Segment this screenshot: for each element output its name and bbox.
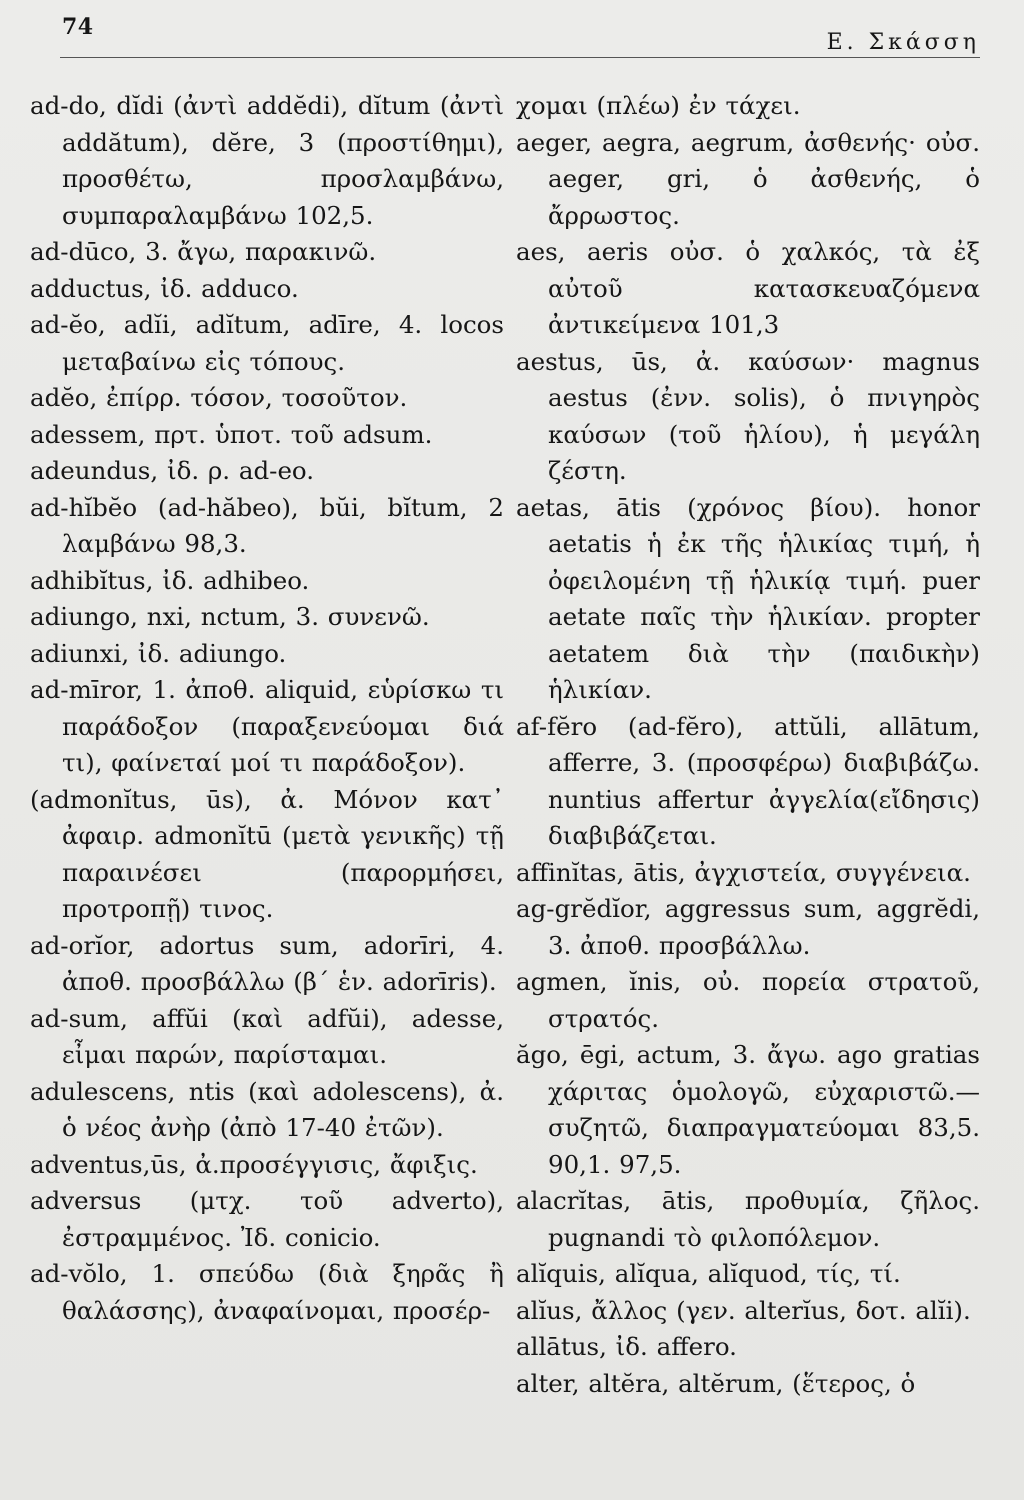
entry-adeundus: adeundus, ἰδ. ρ. ad-eo. xyxy=(30,456,315,485)
entry-admonitus: (admonĭtus, ūs), ἀ. Μόνον κατ᾽ ἀφαιρ. admonĭtū (μετὰ γενικῆς) τῇ παραινέσει (παρορμήσει, προτροπῇ) τινος. xyxy=(30,784,504,923)
entry-ad-eo: ad-ĕo, adĭi, adĭtum, adīre, 4. locos μεταβαίνω εἰς τόπους. xyxy=(30,310,504,376)
entry-aliquis: alĭquis, alĭqua, alĭquod, τίς, τί. xyxy=(516,1259,901,1288)
left-column xyxy=(30,88,504,1329)
running-head: Ε. Σκάσση xyxy=(826,30,980,55)
entry-ad-do: ad-do, dĭdi (ἀντὶ addĕdi), dĭtum (ἀντὶ addătum), dĕre, 3 (προστίθημι), προσθέτω, προσλαμβάνω, συμπαραλαμβάνω 102,5. xyxy=(30,91,504,230)
entry-alter: alter, altĕra, altĕrum, (ἕτερος, ὁ xyxy=(516,1368,916,1398)
entry-ad-volo: ad-vŏlo, 1. σπεύδω (διὰ ξηρᾶς ἢ θαλάσσης), ἀναφαίνομαι, προσέρ- xyxy=(30,1259,504,1325)
entry-affinitas: affinĭtas, ātis, ἀγχιστεία, συγγένεια. xyxy=(516,857,971,887)
entry-ad-duco: ad-dūco, 3. ἄγω, παρακινῶ. xyxy=(30,237,377,266)
entry-aestus: aestus, ūs, ἀ. καύσων· magnus aestus (ἐνν. solis), ὁ πνιγηρὸς καύσων (τοῦ ἡλίου), ἡ μεγάλη ζέστη. xyxy=(516,346,980,485)
entry-aeger: aeger, aegra, aegrum, ἀσθενής· οὐσ. aeger, gri, ὁ ἀσθενής, ὁ ἄρρωστος. xyxy=(516,127,980,230)
entry-ag-gredior: ag-grĕdĭor, aggressus sum, aggrĕdi, 3. ἀποθ. προσβάλλω. xyxy=(516,894,980,960)
entry-aetas: aetas, ātis (χρόνος βίου). honor aetatis ἡ ἐκ τῆς ἡλικίας τιμή, ἡ ὀφειλομένη τῇ ἡλικίᾳ τιμή. puer aetate παῖς τὴν ἡλικίαν. propter aetatem διὰ τὴν (παιδικὴν) ἡλικίαν. xyxy=(516,492,980,704)
entry-ad-miror: ad-mīror, 1. ἀποθ. aliquid, εὑρίσκω τι παράδοξον (παραξενεύομαι διά τι), φαίνεταί μοί τι παράδοξον). xyxy=(30,675,504,777)
entry-alius: alĭus, ἄλλος (γεν. alterĭus, δοτ. alĭi). xyxy=(516,1295,971,1325)
entry-agmen: agmen, ĭnis, οὐ. πορεία στρατοῦ, στρατός. xyxy=(516,967,980,1033)
entry-adductus: adductus, ἰδ. adduco. xyxy=(30,273,299,303)
entry-adulescens: adulescens, ntis (καὶ adolescens), ἀ. ὁ νέος ἀνὴρ (ἀπὸ 17-40 ἐτῶν). xyxy=(30,1076,504,1142)
entry-ad-hibeo: ad-hĭbĕo (ad-hăbeo), bŭi, bĭtum, 2 λαμβάνω 98,3. xyxy=(30,492,504,558)
entry-adversus: adversus (μτχ. τοῦ adverto), ἐστραμμένος. Ἰδ. conicio. xyxy=(30,1186,504,1252)
entry-adhibitus: adhibĭtus, ἰδ. adhibeo. xyxy=(30,565,310,595)
page-number: 74 xyxy=(62,14,94,40)
entry-af-fero: af-fĕro (ad-fĕro), attŭli, allātum, afferre, 3. (προσφέρω) διαβιβάζω. nuntius affertur ἀγγελία(εἴδησις) διαβιβάζεται. xyxy=(516,711,980,850)
entry-adventus: adventus,ūs, ἀ.προσέγγισις, ἄφιξις. xyxy=(30,1149,478,1179)
entry-allatus: allātus, ἰδ. affero. xyxy=(516,1332,737,1361)
entry-adeo: adĕo, ἐπίρρ. τόσον, τοσοῦτον. xyxy=(30,383,408,412)
entry-ago: ăgo, ēgi, actum, 3. ἄγω. ago gratias χάριτας ὁμολογῶ, εὐχαριστῶ.—συζητῶ, διαπραγματεύομαι 83,5. 90,1. 97,5. xyxy=(516,1040,980,1179)
entry-adiunxi: adiunxi, ἰδ. adiungo. xyxy=(30,638,287,668)
header-rule xyxy=(60,57,980,58)
entry-ad-orior: ad-orĭor, adortus sum, adorīri, 4. ἀποθ. προσβάλλω (β΄ ἑν. adorīris). xyxy=(30,930,504,996)
entry-alacritas: alacrĭtas, ātis, προθυμία, ζῆλος. pugnandi τὸ φιλοπόλεμον. xyxy=(516,1186,980,1252)
right-column xyxy=(516,88,980,1402)
entry-ad-sum: ad-sum, affŭi (καὶ adfŭi), adesse, εἶμαι παρών, παρίσταμαι. xyxy=(30,1003,504,1069)
entry-adessem: adessem, πρτ. ὑποτ. τοῦ adsum. xyxy=(30,419,433,449)
entry-continuation: χομαι (πλέω) ἐν τάχει. xyxy=(516,91,801,120)
entry-aes: aes, aeris οὐσ. ὁ χαλκός, τὰ ἐξ αὐτοῦ κατασκευαζόμενα ἀντικείμενα 101,3 xyxy=(516,237,980,339)
entry-adiungo: adiungo, nxi, nctum, 3. συνενῶ. xyxy=(30,602,430,631)
